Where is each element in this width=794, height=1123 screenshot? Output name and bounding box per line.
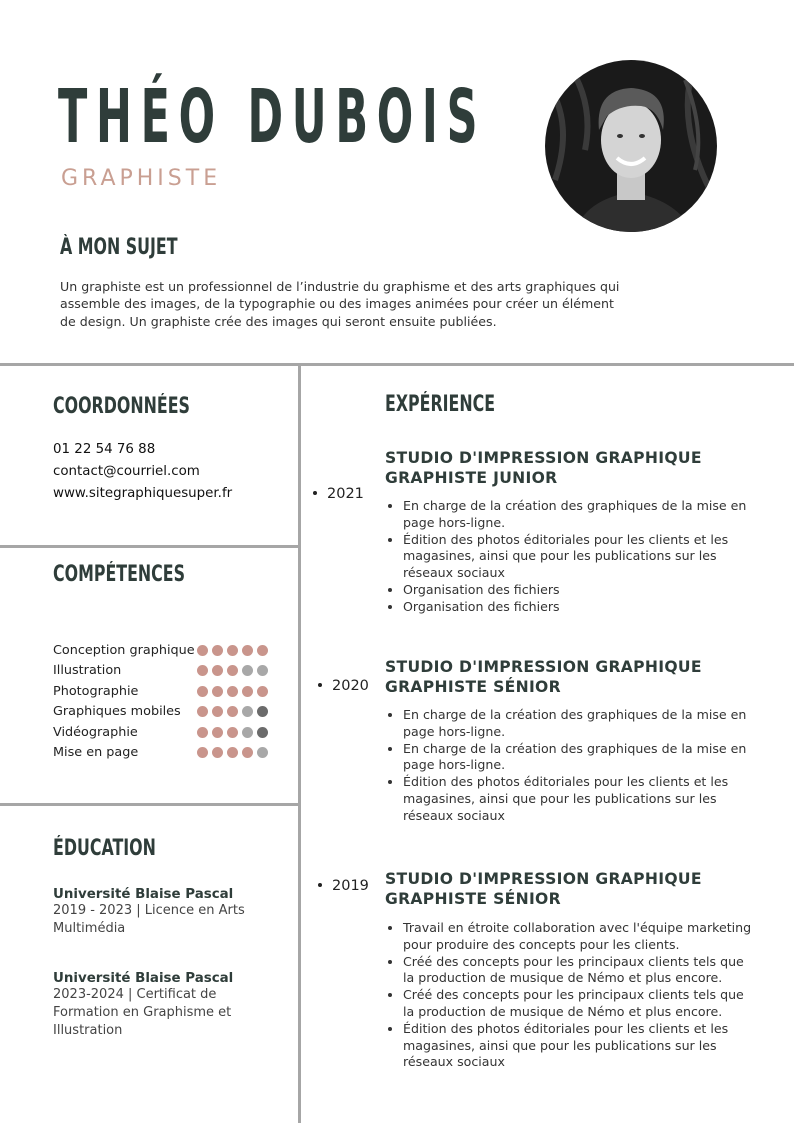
profile-photo xyxy=(545,60,717,232)
job-bullet: • Travail en étroite collaboration avec l'équipe marketing pour produire des concepts pour les clients. xyxy=(403,920,753,954)
job-year-text: 2021 xyxy=(327,486,364,502)
job-year-text: 2019 xyxy=(332,878,369,894)
job-bullet: • Créé des concepts pour les principaux clients tels que la production de musique de Némo et plus encore. xyxy=(403,954,753,988)
rating-dot xyxy=(257,706,268,717)
job-bullets xyxy=(385,498,753,616)
contact-divider xyxy=(0,545,300,548)
skill-label: Vidéographie xyxy=(53,724,138,740)
rating-dot xyxy=(212,665,223,676)
rating-dot xyxy=(242,686,253,697)
job-bullets xyxy=(385,920,753,1071)
skill-rating xyxy=(197,645,268,656)
job-company: STUDIO D'IMPRESSION GRAPHIQUE xyxy=(385,449,702,467)
rating-dot xyxy=(212,645,223,656)
rating-dot xyxy=(212,727,223,738)
rating-dot xyxy=(197,645,208,656)
skill-rating xyxy=(197,727,268,738)
job-bullet: • En charge de la création des graphiques de la mise en page hors-ligne. xyxy=(403,741,753,775)
skill-rating xyxy=(197,706,268,717)
job-heading xyxy=(385,869,745,909)
skill-row xyxy=(53,703,283,723)
rating-dot xyxy=(197,727,208,738)
education-description: 2023-2024 | Certificat de Formation en Graphisme et Illustration xyxy=(53,987,232,1038)
job-position: GRAPHISTE SÉNIOR xyxy=(385,890,561,908)
skill-label: Mise en page xyxy=(53,745,139,760)
skill-row xyxy=(53,683,283,703)
job-bullets xyxy=(385,707,753,825)
education-description: 2019 - 2023 | Licence en Arts Multimédia xyxy=(53,903,245,936)
contact-title: COORDONNÉES xyxy=(53,394,190,419)
rating-dot xyxy=(197,665,208,676)
job-company: STUDIO D'IMPRESSION GRAPHIQUE xyxy=(385,658,702,676)
rating-dot xyxy=(197,747,208,758)
rating-dot xyxy=(197,686,208,697)
skill-rating xyxy=(197,747,268,758)
job-position: GRAPHISTE JUNIOR xyxy=(385,469,558,487)
rating-dot xyxy=(197,706,208,717)
year-bullet xyxy=(318,683,322,687)
rating-dot xyxy=(212,686,223,697)
job-bullet: • Organisation des fichiers xyxy=(403,582,753,599)
job-bullet: • Créé des concepts pour les principaux clients tels que la production de musique de Némo et plus encore. xyxy=(403,987,753,1021)
skill-row xyxy=(53,744,283,764)
skill-rating xyxy=(197,665,268,676)
column-divider xyxy=(298,363,301,1123)
education-item xyxy=(53,971,253,1040)
job-company: STUDIO D'IMPRESSION GRAPHIQUE xyxy=(385,870,702,888)
rating-dot xyxy=(242,706,253,717)
rating-dot xyxy=(212,706,223,717)
contact-website[interactable]: www.sitegraphiquesuper.fr xyxy=(53,486,233,501)
skills-title: COMPÉTENCES xyxy=(53,562,186,587)
rating-dot xyxy=(212,747,223,758)
job-bullet: • En charge de la création des graphiques de la mise en page hors-ligne. xyxy=(403,707,753,741)
contact-phone[interactable]: 01 22 54 76 88 xyxy=(53,442,156,457)
about-title: À MON SUJET xyxy=(60,235,178,260)
rating-dot xyxy=(242,645,253,656)
contact-email[interactable]: contact@courriel.com xyxy=(53,464,200,479)
skills-divider xyxy=(0,803,300,806)
job-bullet: • Organisation des fichiers xyxy=(403,599,753,616)
skill-label: Conception graphique xyxy=(53,643,195,658)
rating-dot xyxy=(227,747,238,758)
skill-rating xyxy=(197,686,268,697)
job-year xyxy=(318,678,369,694)
year-bullet xyxy=(313,491,317,495)
job-bullet: • En charge de la création des graphiques de la mise en page hors-ligne. xyxy=(403,498,753,532)
skill-row xyxy=(53,662,283,682)
skill-label: Photographie xyxy=(53,683,139,699)
rating-dot xyxy=(227,706,238,717)
rating-dot xyxy=(257,645,268,656)
education-school: Université Blaise Pascal xyxy=(53,887,234,902)
candidate-name: THÉO DUBOIS xyxy=(58,74,487,160)
rating-dot xyxy=(257,727,268,738)
education-school: Université Blaise Pascal xyxy=(53,971,234,986)
rating-dot xyxy=(227,727,238,738)
job-year xyxy=(318,878,369,894)
rating-dot xyxy=(227,645,238,656)
rating-dot xyxy=(257,686,268,697)
rating-dot xyxy=(227,665,238,676)
job-year xyxy=(313,486,364,502)
job-position: GRAPHISTE SÉNIOR xyxy=(385,678,561,696)
job-year-text: 2020 xyxy=(332,678,369,694)
skill-label: Illustration xyxy=(53,663,122,679)
job-bullet: • Édition des photos éditoriales pour les clients et les magasines, ainsi que pour les publications sur les réseaux sociaux xyxy=(403,774,753,824)
job-bullet: • Édition des photos éditoriales pour les clients et les magasines, ainsi que pour les publications sur les réseaux sociaux xyxy=(403,532,753,582)
rating-dot xyxy=(242,727,253,738)
job-heading xyxy=(385,657,745,697)
about-text: Un graphiste est un professionnel de l’industrie du graphisme et des arts graphiques qui assemble des images, de la typographie ou des images animées pour créer un élément de design. Un graphiste crée des images qui seront ensuite publiées. xyxy=(60,279,620,329)
experience-title: EXPÉRIENCE xyxy=(385,392,496,417)
year-bullet xyxy=(318,883,322,887)
skill-row xyxy=(53,642,283,662)
education-title: ÉDUCATION xyxy=(53,836,156,861)
rating-dot xyxy=(242,665,253,676)
rating-dot xyxy=(257,665,268,676)
job-role: GRAPHISTE xyxy=(61,166,222,191)
skill-row xyxy=(53,724,283,744)
skill-label: Graphiques mobiles xyxy=(53,704,181,720)
rating-dot xyxy=(227,686,238,697)
rating-dot xyxy=(242,747,253,758)
top-divider xyxy=(0,363,794,366)
job-heading xyxy=(385,448,745,488)
rating-dot xyxy=(257,747,268,758)
job-bullet: • Édition des photos éditoriales pour les clients et les magasines, ainsi que pour les publications sur les réseaux sociaux xyxy=(403,1021,753,1071)
education-item xyxy=(53,887,253,938)
